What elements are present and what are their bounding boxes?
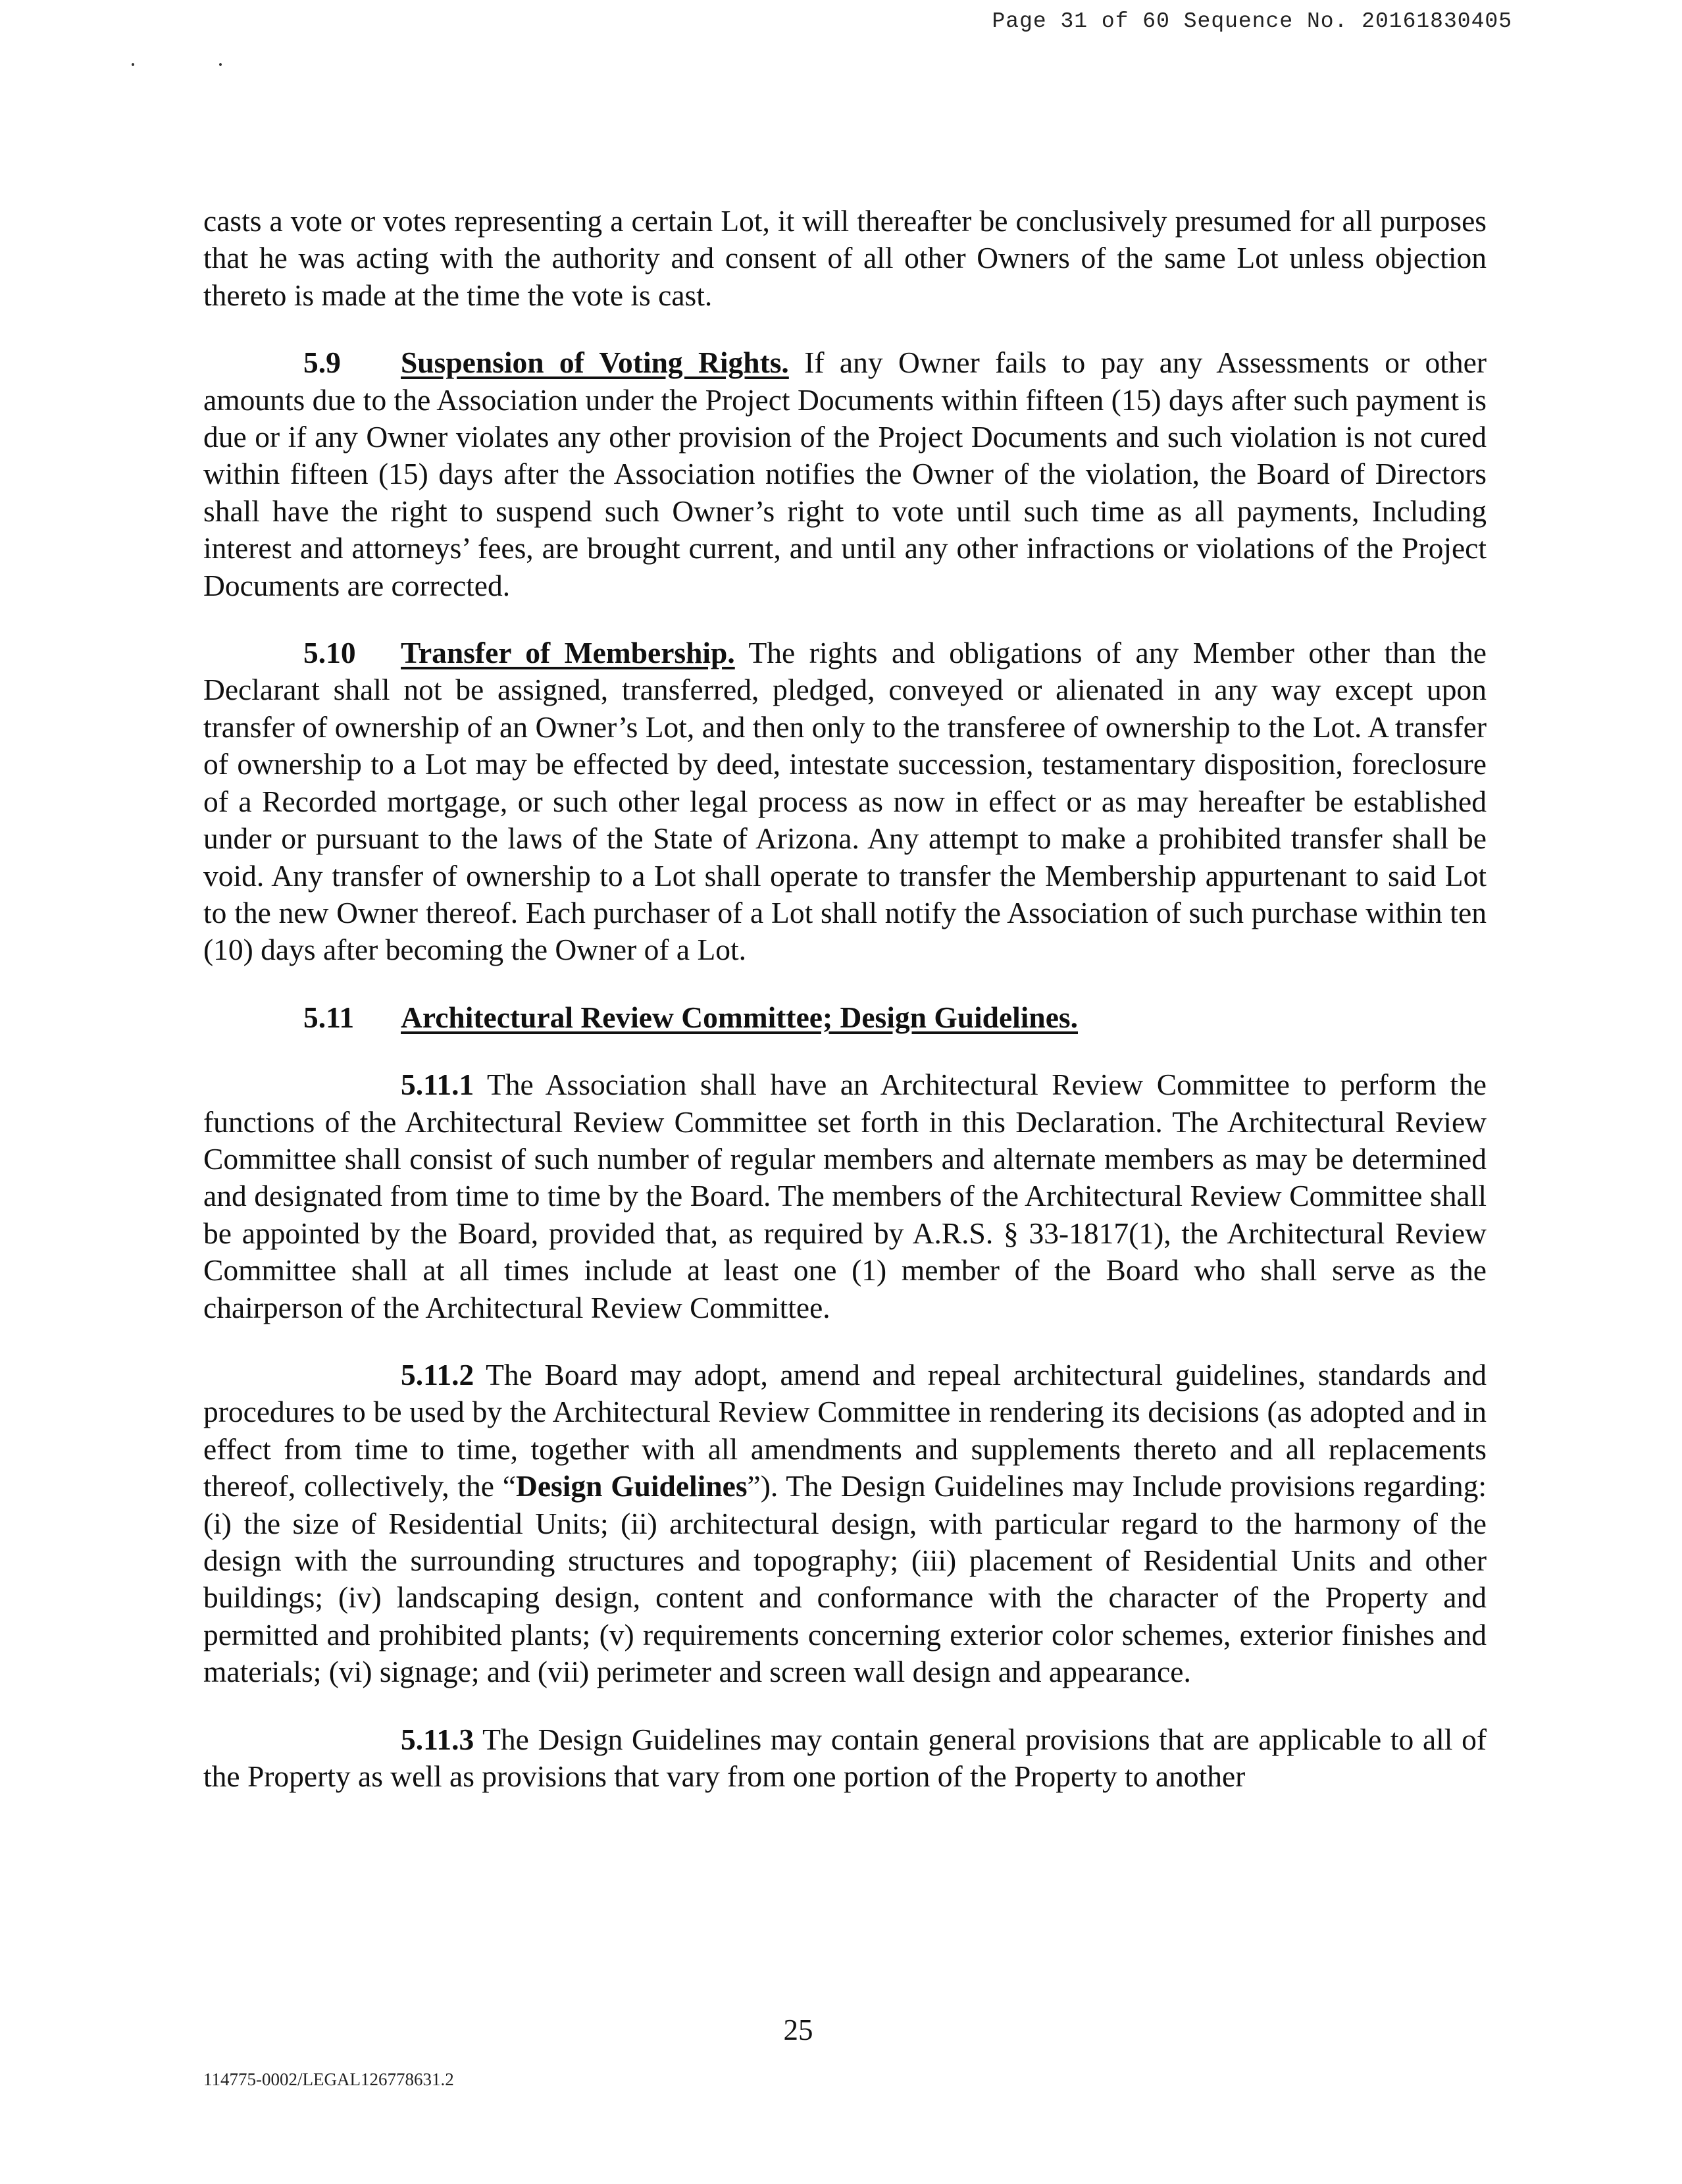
subsection-number: 5.11.1 [401, 1068, 474, 1102]
subsection-5-11-3-paragraph [203, 1721, 1487, 1796]
section-title: Transfer of Membership. [401, 636, 735, 670]
subsection-text: The Board may adopt, amend and repeal architectural guidelines, standards and procedures to be used by the Architectural Review Committee in rendering its decisions (as adopted and in effect from time to time, together with all amendments and supplements thereto and all replacements thereof, collectively, the “ [203, 1357, 1487, 1503]
section-text: If any Owner fails to pay any Assessments or other amounts due to the Association under the Project Documents within fifteen (15) days after such payment is due or if any Owner violates any other provision of the Project Documents and such violation is not cured within fifteen (15) days after the Association notifies the Owner of the violation, the Board of Directors shall have the right to suspend such Owner’s right to vote until such time as all payments, Including interest and attorneys’ fees, are brought current, and until any other infractions or violations of the Project Documents are corrected. [203, 346, 1487, 602]
document-body [203, 203, 1487, 1825]
scan-artifact-dot [132, 63, 134, 66]
subsection-number: 5.11.2 [401, 1357, 474, 1391]
section-title: Architectural Review Committee; Design Guidelines. [401, 1000, 1079, 1034]
subsection-text: The Design Guidelines may contain general provisions that are applicable to all of the Property as well as provisions that vary from one portion of the Property to another [203, 1722, 1487, 1794]
subsection-text: The Association shall have an Architectural Review Committee to perform the functions of the Architectural Review Committee set forth in this Declaration. The Architectural Review Committee shall consist of such number of regular members and alternate members as may be determined and designated from time to time by the Board. The members of the Architectural Review Committee shall be appointed by the Board, provided that, as required by A.R.S. § 33-1817(1), the Architectural Review Committee shall at all times include at least one (1) member of the Board who shall serve as the chairperson of the Architectural Review Committee. [203, 1068, 1487, 1324]
recording-stamp: Page 31 of 60 Sequence No. 20161830405 [992, 9, 1512, 34]
subsection-5-11-1-paragraph [203, 1066, 1487, 1326]
subsection-5-11-2-paragraph [203, 1357, 1487, 1691]
page-number: 25 [783, 2014, 813, 2046]
section-5-9-paragraph [203, 344, 1487, 604]
section-number: 5.11 [303, 1000, 355, 1034]
section-5-11-heading [203, 999, 1487, 1036]
continuation-paragraph: casts a vote or votes representing a certain Lot, it will thereafter be conclusively presumed for all purposes that he was acting with the authority and consent of all other Owners of the same Lot unless objection thereto is made at the time the vote is cast. [203, 204, 1487, 312]
defined-term: Design Guidelines [515, 1469, 748, 1503]
section-number: 5.10 [303, 636, 356, 670]
scan-artifact-dot [219, 63, 222, 66]
section-5-10-paragraph [203, 635, 1487, 969]
section-text: The rights and obligations of any Member other than the Declarant shall not be assigned, transferred, pledged, conveyed or alienated in any way except upon transfer of ownership of an Owner’s Lot, and then only to the transferee of ownership to the Lot. A transfer of ownership to a Lot may be effected by deed, intestate succession, testamentary disposition, foreclosure of a Recorded mortgage, or such other legal process as now in effect or as may hereafter be established under or pursuant to the laws of the State of Arizona. Any attempt to make a prohibited transfer shall be void. Any transfer of ownership to a Lot shall operate to transfer the Membership appurtenant to said Lot to the new Owner thereof. Each purchaser of a Lot shall notify the Association of such purchase within ten (10) days after becoming the Owner of a Lot. [203, 636, 1487, 967]
section-number: 5.9 [303, 346, 341, 380]
document-id: 114775-0002/LEGAL126778631.2 [203, 2069, 454, 2089]
section-title: Suspension of Voting Rights. [401, 346, 789, 380]
subsection-text: ”). The Design Guidelines may Include provisions regarding: (i) the size of Residential Units; (ii) architectural design, with particular regard to the harmony of the design with the surrounding structures and topography; (iii) placement of Residential Units and other buildings; (iv) landscaping design, content and conformance with the character of the Property and permitted and prohibited plants; (v) requirements concerning exterior color schemes, exterior finishes and materials; (vi) signage; and (vii) perimeter and screen wall design and appearance. [203, 1469, 1487, 1689]
subsection-number: 5.11.3 [401, 1722, 474, 1756]
